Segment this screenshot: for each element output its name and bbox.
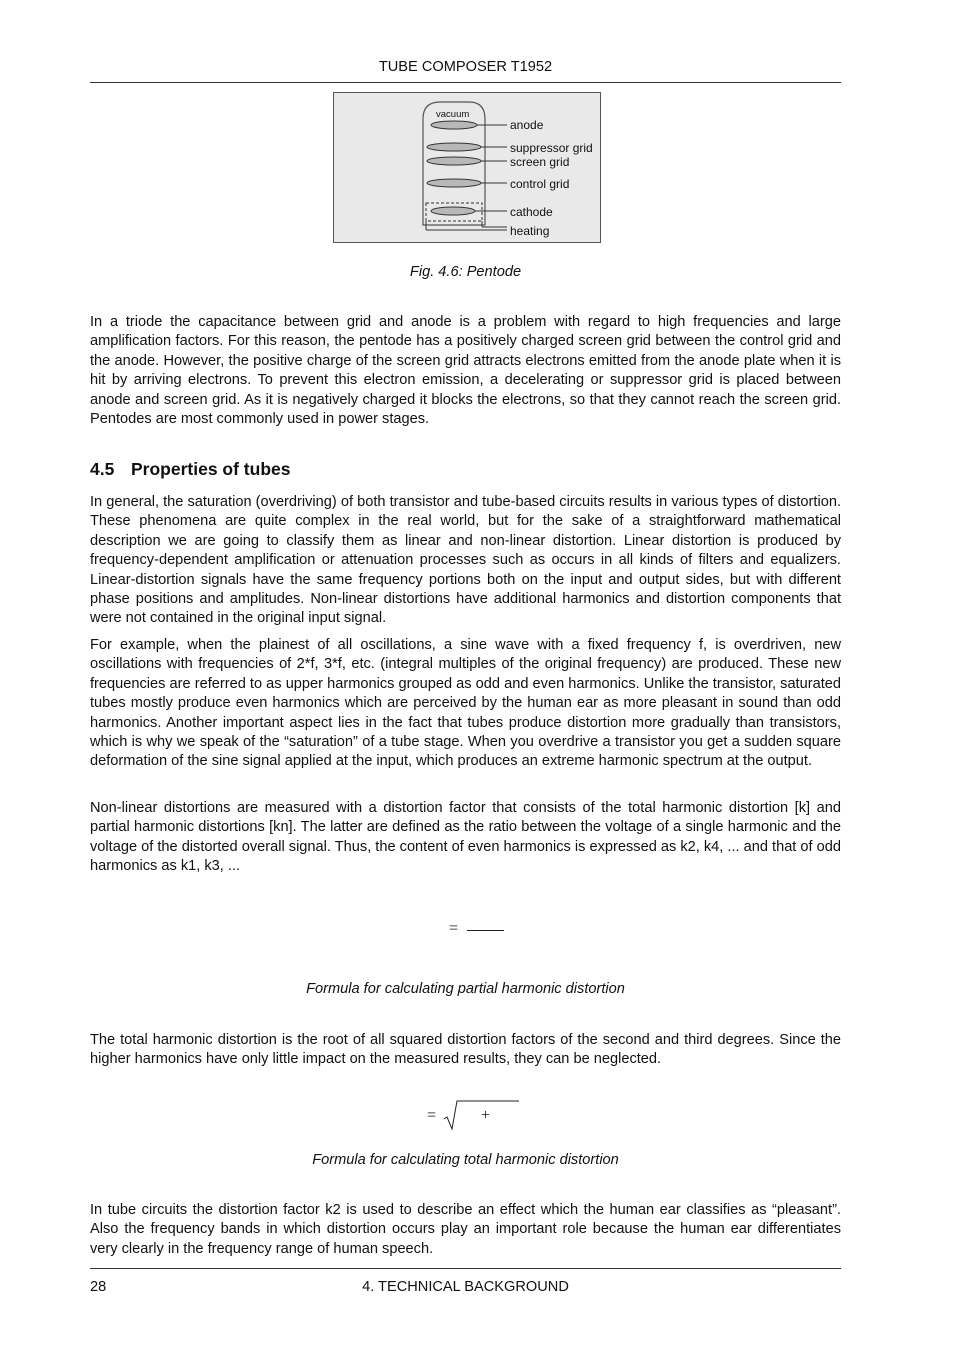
vacuum-label: vacuum bbox=[436, 109, 470, 120]
control-grid-label: control grid bbox=[510, 177, 570, 191]
page-number: 28 bbox=[90, 1279, 107, 1295]
heating-label: heating bbox=[510, 224, 550, 238]
formula-equals: = bbox=[427, 1107, 437, 1124]
section-title: Properties of tubes bbox=[131, 459, 291, 479]
figure-caption: Fig. 4.6: Pentode bbox=[409, 264, 522, 280]
pentode-diagram bbox=[334, 93, 600, 242]
screen-grid-label: screen grid bbox=[510, 155, 570, 169]
fraction-bar bbox=[467, 930, 504, 931]
paragraph-k2: In tube circuits the distortion factor k2 is used to describe an effect which the human ear classifies as “pleasant”. Also the frequency bands in which distortion occurs play an important role because the human ear differentiates very clearly in the frequency range of human speech. bbox=[90, 1202, 841, 1257]
formula-equals: = bbox=[449, 920, 459, 937]
total-formula-caption: Formula for calculating total harmonic distortion bbox=[312, 1152, 619, 1168]
running-header: TUBE COMPOSER T1952 bbox=[378, 59, 553, 75]
section-heading bbox=[90, 458, 290, 480]
section-number: 4.5 bbox=[90, 459, 115, 479]
paragraph-nonlinear: Non-linear distortions are measured with a distortion factor that consists of the total harmonic distortion [k] and partial harmonic distortions [kn]. The latter are defined as the ratio between the voltage of a single harmonic and the voltage of the distorted overall signal. Thus, the content of even harmonics is expressed as k2, k4, ... and that of odd harmonics as k1, k3, ... bbox=[90, 800, 841, 875]
header-rule bbox=[90, 82, 841, 83]
anode-label: anode bbox=[510, 118, 544, 132]
partial-formula-caption: Formula for calculating partial harmonic distortion bbox=[306, 981, 625, 997]
anode-electrode bbox=[431, 121, 477, 129]
suppressor-grid-label: suppressor grid bbox=[510, 141, 593, 155]
pentode-figure bbox=[333, 92, 601, 243]
screen-grid-electrode bbox=[427, 157, 481, 165]
paragraph-general: In general, the saturation (overdriving) of both transistor and tube-based circuits results in various types of distortion. These phenomena are quite complex in the real world, but for the sake of a straightforward mathematical description we are going to classify them as linear and non-linear distortion. Linear distortion is produced by frequency-dependent amplification or attenuation processes such as occurs in all kinds of filters and equalizers. Linear-distortion signals have the same frequency portions both on the input and output sides, but with different phase positions and amplitudes. Non-linear distortions have additional harmonics and distortion components that were not contained in the original input signal. bbox=[90, 494, 841, 627]
footer-rule bbox=[90, 1268, 841, 1269]
paragraph-example: For example, when the plainest of all oscillations, a sine wave with a fixed frequency f, is overdriven, new oscillations with frequencies of 2*f, 3*f, etc. (integral multiples of the original frequency) are produced. These new frequencies are referred to as upper harmonics grouped as odd and even harmonics. Unlike the transistor, saturated tubes mostly produce even harmonics which are perceived by the human ear as more pleasant in sound than odd harmonics. Another important aspect lies in the fact that tubes produce distortion more gradually than transistors, which is why we speak of the “saturation” of a tube stage. When you overdrive a transistor you get a sudden square deformation of the sine signal applied at the input, which produces an extreme harmonic spectrum at the output. bbox=[90, 637, 841, 770]
formula-plus: + bbox=[481, 1107, 491, 1124]
paragraph-triode: In a triode the capacitance between grid and anode is a problem with regard to high frequencies and large amplification factors. For this reason, the pentode has a positively charged screen grid between the control grid and the anode. However, the positive charge of the screen grid attracts electrons emitted from the anode plate when it is hit by arriving electrons. To prevent this electron emission, a decelerating or suppressor grid is placed between anode and screen grid. As it is negatively charged it blocks the electrons, so that they cannot reach the screen grid. Pentodes are most commonly used in power stages. bbox=[90, 314, 841, 428]
cathode-electrode bbox=[431, 207, 475, 215]
chapter-footer: 4. TECHNICAL BACKGROUND bbox=[362, 1279, 569, 1295]
suppressor-grid-electrode bbox=[427, 143, 481, 151]
control-grid-electrode bbox=[427, 179, 481, 187]
paragraph-total: The total harmonic distortion is the root of all squared distortion factors of the second and third degrees. Since the higher harmonics have only little impact on the measured results, they can be neglected. bbox=[90, 1032, 841, 1068]
cathode-label: cathode bbox=[510, 205, 553, 219]
